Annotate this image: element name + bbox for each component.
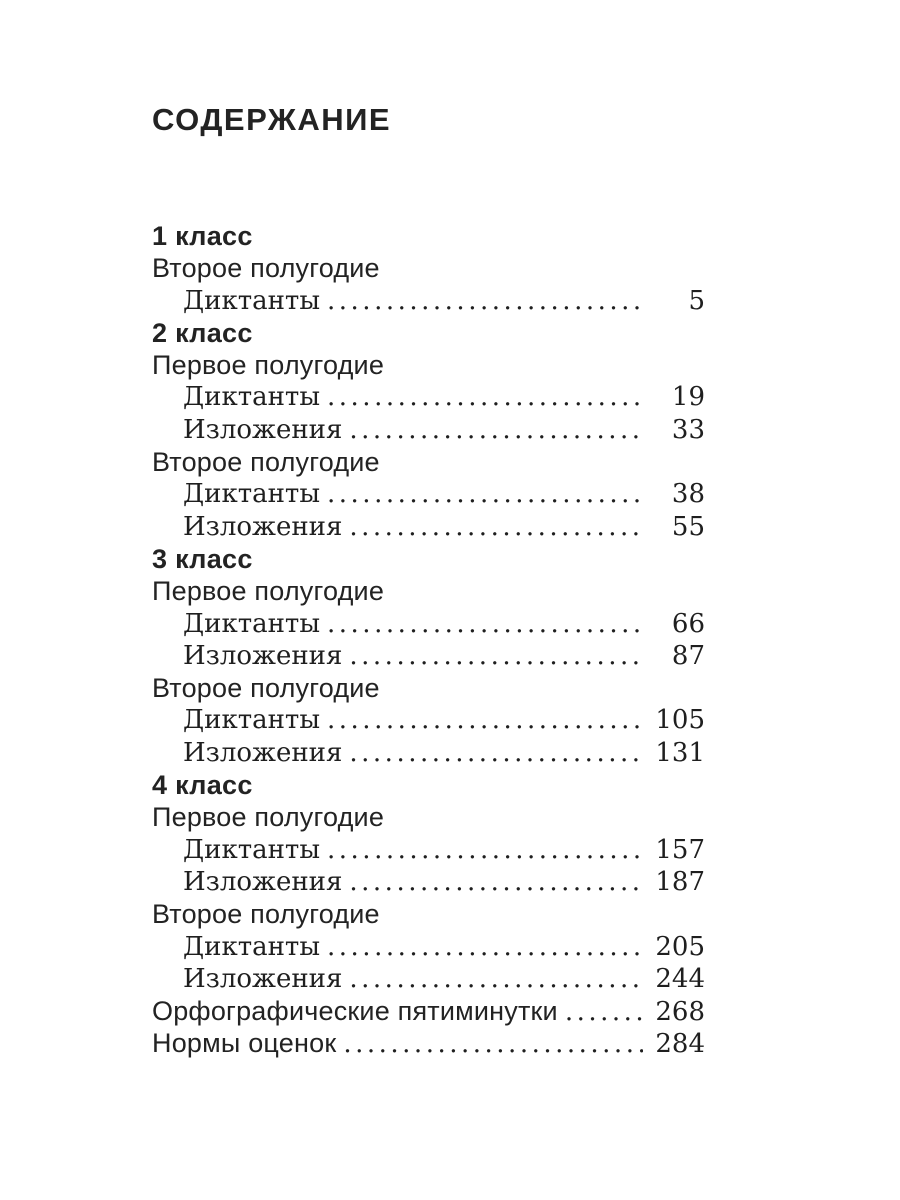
toc-label: 4 класс xyxy=(152,770,253,801)
toc-heading-row xyxy=(152,898,705,930)
page-number: 38 xyxy=(671,479,705,510)
toc-label: Первое полугодие xyxy=(152,802,385,833)
toc-heading-row xyxy=(152,769,705,801)
dot-leader xyxy=(349,866,643,898)
page-number: 205 xyxy=(655,931,705,962)
toc-heading-row xyxy=(152,349,705,381)
toc-entry-row xyxy=(152,511,705,543)
toc-entry-row xyxy=(152,381,705,413)
page-number: 268 xyxy=(655,997,705,1028)
toc-label: Диктанты xyxy=(183,479,321,510)
toc-entry-row xyxy=(152,285,705,317)
toc-heading-row xyxy=(152,220,705,252)
toc-label: Диктанты xyxy=(183,285,321,316)
toc-label: Изложения xyxy=(183,640,343,671)
toc-heading-row xyxy=(152,801,705,833)
dot-leader xyxy=(327,834,643,866)
toc-label: Второе полугодие xyxy=(152,673,380,704)
page-number: 187 xyxy=(655,866,705,897)
page-number: 33 xyxy=(671,414,705,445)
dot-leader xyxy=(349,414,643,446)
page-title: СОДЕРЖАНИЕ xyxy=(152,102,392,137)
toc-heading-row xyxy=(152,543,705,575)
dot-leader xyxy=(327,381,643,413)
page-number: 66 xyxy=(671,608,705,639)
toc-label: Второе полугодие xyxy=(152,447,380,478)
toc-label: Нормы оценок xyxy=(152,1028,337,1059)
toc-heading-row xyxy=(152,446,705,478)
page-number: 87 xyxy=(671,640,705,671)
page-number: 105 xyxy=(655,705,705,736)
toc-heading-row xyxy=(152,575,705,607)
toc-label: Диктанты xyxy=(183,608,321,639)
toc-label: Второе полугодие xyxy=(152,253,380,284)
toc-label: Диктанты xyxy=(183,834,321,865)
toc-entry-row xyxy=(152,1027,705,1059)
toc-label: Изложения xyxy=(183,414,343,445)
dot-leader xyxy=(349,640,643,672)
toc-entry-row xyxy=(152,414,705,446)
toc-entry-row xyxy=(152,834,705,866)
toc-label: 2 класс xyxy=(152,317,253,348)
toc-label: Первое полугодие xyxy=(152,350,385,381)
dot-leader xyxy=(327,704,643,736)
page-number: 244 xyxy=(655,963,705,994)
toc-entry-row xyxy=(152,995,705,1027)
dot-leader xyxy=(349,511,643,543)
dot-leader xyxy=(565,996,643,1028)
toc-entry-row xyxy=(152,704,705,736)
toc-label: Первое полугодие xyxy=(152,576,385,607)
toc-entry-row xyxy=(152,640,705,672)
dot-leader xyxy=(343,1028,643,1060)
toc-label: Второе полугодие xyxy=(152,899,380,930)
dot-leader xyxy=(349,963,643,995)
dot-leader xyxy=(349,737,643,769)
toc-entry-row xyxy=(152,866,705,898)
page-number: 157 xyxy=(655,834,705,865)
page-number: 5 xyxy=(688,285,705,316)
page-number: 55 xyxy=(671,511,705,542)
toc-label: Изложения xyxy=(183,963,343,994)
page-number: 19 xyxy=(671,382,705,413)
toc-label: Диктанты xyxy=(183,382,321,413)
toc-heading-row xyxy=(152,672,705,704)
toc-entry-row xyxy=(152,737,705,769)
toc-entry-row xyxy=(152,963,705,995)
toc-label: Изложения xyxy=(183,866,343,897)
page-number: 284 xyxy=(655,1029,705,1060)
dot-leader xyxy=(327,608,643,640)
toc-label: Изложения xyxy=(183,511,343,542)
toc-entry-row xyxy=(152,931,705,963)
toc-label: Диктанты xyxy=(183,705,321,736)
toc-entry-row xyxy=(152,608,705,640)
toc-entry-row xyxy=(152,478,705,510)
toc-heading-row xyxy=(152,252,705,284)
toc-label: Изложения xyxy=(183,737,343,768)
dot-leader xyxy=(327,931,643,963)
toc-label: 3 класс xyxy=(152,543,253,574)
table-of-contents xyxy=(152,220,705,1060)
toc-label: Диктанты xyxy=(183,931,321,962)
toc-heading-row xyxy=(152,317,705,349)
page-number: 131 xyxy=(655,737,705,768)
dot-leader xyxy=(327,285,643,317)
toc-label: Орфографические пятиминутки xyxy=(152,996,558,1027)
dot-leader xyxy=(327,478,643,510)
toc-label: 1 класс xyxy=(152,221,253,251)
